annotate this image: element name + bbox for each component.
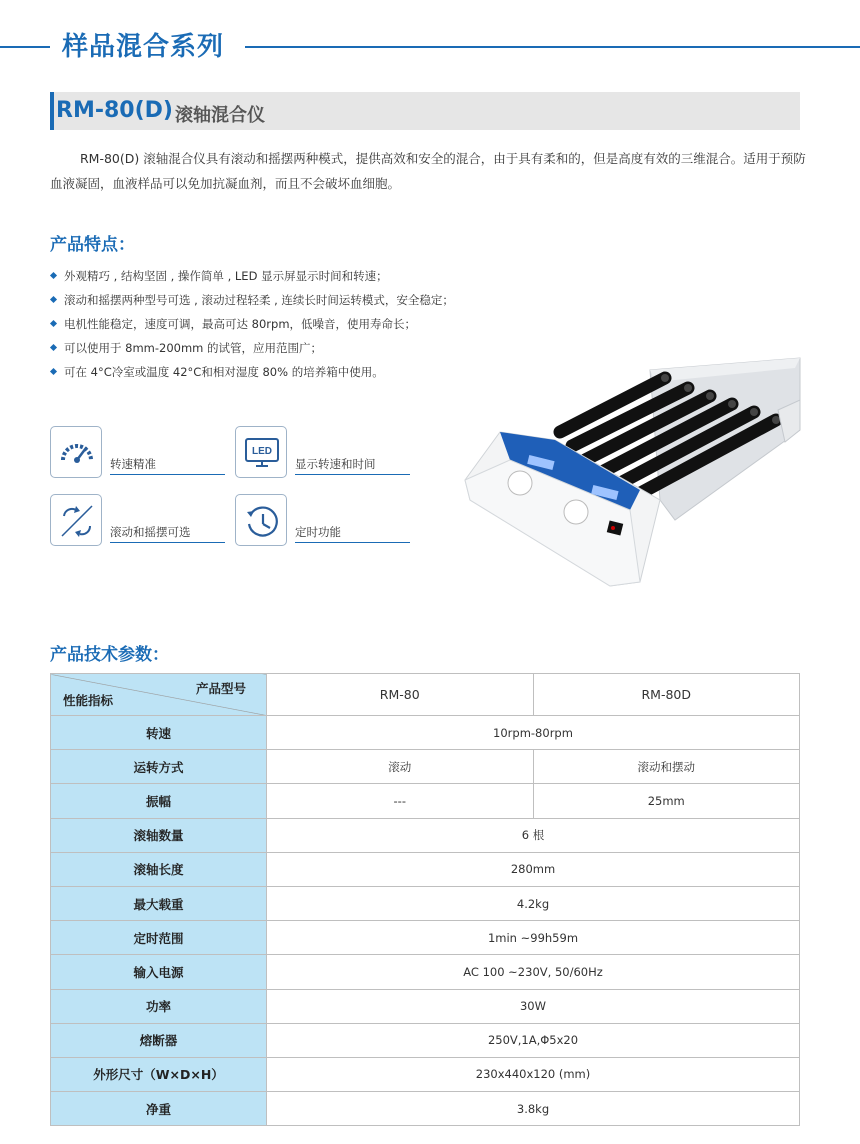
spec-value: AC 100 ~230V, 50/60Hz: [267, 955, 800, 989]
model-header: RM-80: [267, 674, 534, 716]
table-row: [51, 716, 800, 750]
spec-table: [50, 673, 800, 1126]
spec-value: 230x440x120 (mm): [267, 1057, 800, 1091]
rotation-arrows-icon: [50, 494, 102, 546]
table-header-row: [51, 674, 800, 716]
table-row: [51, 1092, 800, 1126]
tile-label: 显示转速和时间: [295, 457, 376, 471]
spec-label: 转速: [51, 716, 267, 750]
table-corner-cell: [51, 674, 267, 716]
spec-label: 振幅: [51, 784, 267, 818]
table-row: [51, 784, 800, 818]
spec-value: ---: [267, 784, 534, 818]
tile-timer: [235, 494, 410, 546]
tile-underline: [295, 542, 410, 543]
spec-label: 滚轴长度: [51, 852, 267, 886]
spec-label: 外形尺寸（W×D×H）: [51, 1057, 267, 1091]
spec-value: 4.2kg: [267, 886, 800, 920]
table-row: [51, 852, 800, 886]
tile-mode: [50, 494, 225, 546]
corner-top-label: 产品型号: [195, 681, 246, 696]
page-title: 样品混合系列: [62, 32, 225, 62]
spec-value: 1min ~99h59m: [267, 921, 800, 955]
spec-value: 滚动和摆动: [533, 750, 800, 784]
spec-value: 280mm: [267, 852, 800, 886]
spec-value: 10rpm-80rpm: [267, 716, 800, 750]
timer-clock-icon: [235, 494, 287, 546]
table-row: [51, 1023, 800, 1057]
feature-item: 可以使用于 8mm-200mm 的试管，应用范围广；: [50, 336, 454, 360]
spec-label: 功率: [51, 989, 267, 1023]
product-model: RM-80(D): [56, 98, 173, 123]
product-bar-accent: [50, 92, 54, 130]
table-row: [51, 989, 800, 1023]
spec-label: 净重: [51, 1092, 267, 1126]
model-header: RM-80D: [533, 674, 800, 716]
corner-bottom-label: 性能指标: [63, 693, 114, 708]
product-name: 滚轴混合仪: [175, 105, 265, 126]
spec-label: 最大载重: [51, 886, 267, 920]
table-row: [51, 818, 800, 852]
feature-item: 滚动和摇摆两种型号可选 , 滚动过程轻柔 , 连续长时间运转模式，安全稳定；: [50, 288, 454, 312]
features-list: [50, 264, 454, 384]
spec-label: 输入电源: [51, 955, 267, 989]
spec-label: 定时范围: [51, 921, 267, 955]
feature-item: 可在 4°C冷室或温度 42°C和相对湿度 80% 的培养箱中使用。: [50, 360, 454, 384]
led-display-icon: [235, 426, 287, 478]
header: [0, 24, 860, 64]
tile-label: 滚动和摇摆可选: [110, 525, 191, 539]
tile-label: 定时功能: [295, 525, 341, 539]
table-row: [51, 750, 800, 784]
spec-label: 运转方式: [51, 750, 267, 784]
product-bar: [50, 92, 800, 130]
spec-value: 6 根: [267, 818, 800, 852]
tile-display: [235, 426, 410, 478]
spec-value: 30W: [267, 989, 800, 1023]
table-row: [51, 886, 800, 920]
features-title: 产品特点：: [50, 235, 135, 255]
tile-underline: [110, 474, 225, 475]
tile-label: 转速精准: [110, 457, 156, 471]
header-line-left: [0, 46, 50, 48]
spec-value: 滚动: [267, 750, 534, 784]
spec-value: 3.8kg: [267, 1092, 800, 1126]
product-image: [460, 350, 810, 590]
product-intro: RM-80(D) 滚轴混合仪具有滚动和摇摆两种模式，提供高效和安全的混合，由于具有柔和的，但是高度有效的三维混合。适用于预防血液凝固，血液样品可以免加抗凝血剂，而且不会破坏血细胞。: [50, 151, 806, 191]
spec-value: 250V,1A,Φ5x20: [267, 1023, 800, 1057]
feature-item: 电机性能稳定，速度可调，最高可达 80rpm，低噪音，使用寿命长；: [50, 312, 454, 336]
table-row: [51, 955, 800, 989]
tile-underline: [295, 474, 410, 475]
table-row: [51, 921, 800, 955]
tile-underline: [110, 542, 225, 543]
specs-title: 产品技术参数：: [50, 645, 169, 665]
speedometer-icon: [50, 426, 102, 478]
led-icon-text: LED: [252, 446, 272, 457]
spec-label: 滚轴数量: [51, 818, 267, 852]
header-line-right: [245, 46, 860, 48]
spec-label: 熔断器: [51, 1023, 267, 1057]
feature-item: 外观精巧 , 结构坚固 , 操作简单 , LED 显示屏显示时间和转速；: [50, 264, 454, 288]
spec-value: 25mm: [533, 784, 800, 818]
tile-speed: [50, 426, 225, 478]
table-row: [51, 1057, 800, 1091]
